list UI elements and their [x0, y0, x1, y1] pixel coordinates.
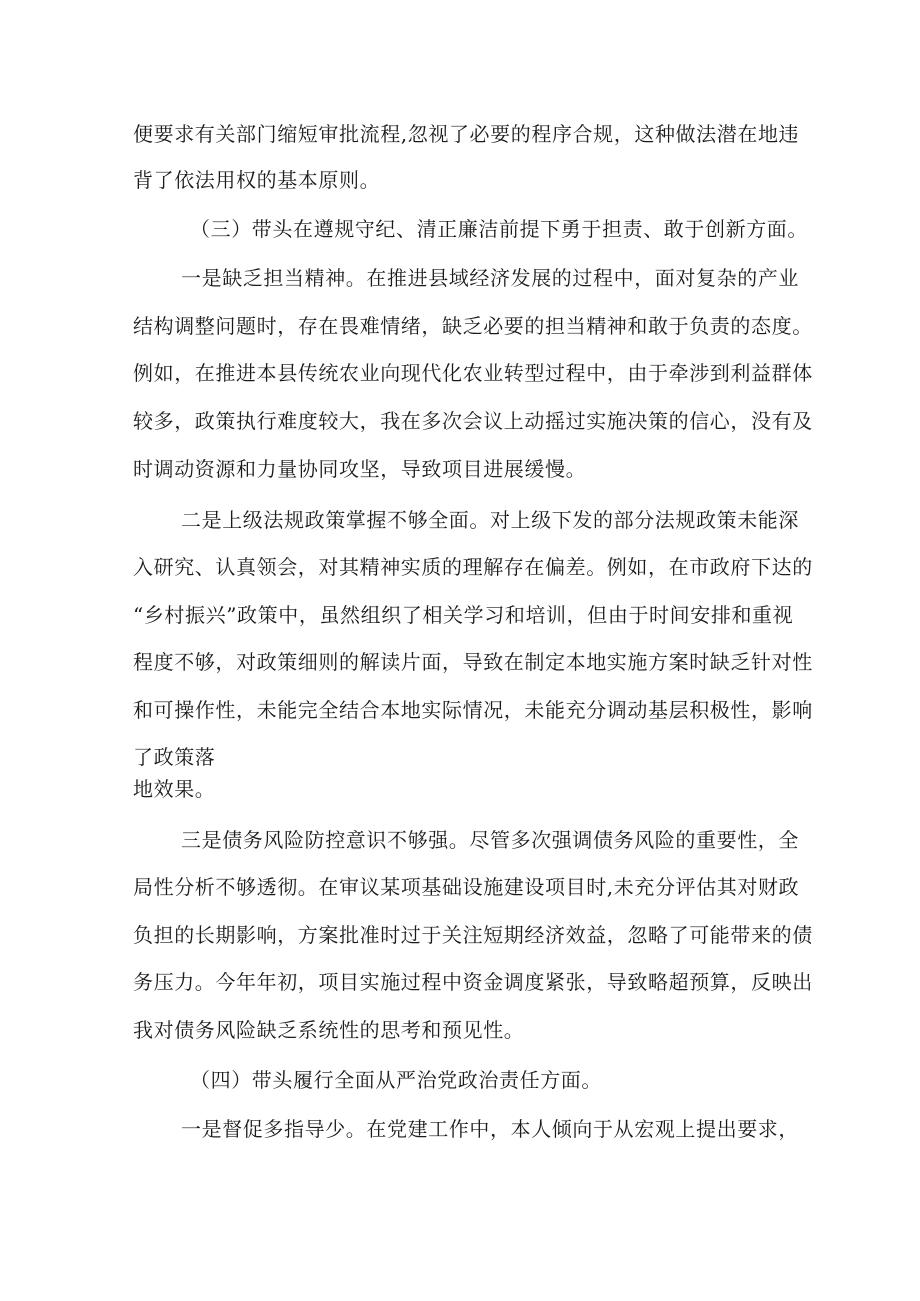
- text-line-20: 我对债务风险缺乏系统性的思考和预见性。: [133, 1018, 525, 1042]
- text-line-8: 时调动资源和力量协同攻坚，导致项目进展缓慢。: [133, 457, 587, 481]
- text-line-7: 较多，政策执行难度较大，我在多次会议上动摇过实施决策的信心，没有及: [133, 409, 813, 433]
- section-heading-3: （三）带头在遵规守纪、清正廉洁前提下勇于担责、敢于创新方面。: [190, 217, 808, 241]
- text-line-6: 例如，在推进本县传统农业向现代化农业转型过程中，由于牵涉到利益群体: [133, 361, 813, 385]
- text-line-17: 局性分析不够透彻。在审议某项基础设施建设项目时,未充分评估其对财政: [133, 875, 800, 899]
- text-line-16: 三是债务风险防控意识不够强。尽管多次强调债务风险的重要性，全: [181, 828, 799, 852]
- section-heading-21: （四）带头履行全面从严治党政治责任方面。: [190, 1068, 602, 1092]
- text-line-9: 二是上级法规政策掌握不够全面。对上级下发的部分法规政策未能深: [181, 508, 799, 532]
- text-line-22: 一是督促多指导少。在党建工作中，本人倾向于从宏观上提出要求，: [181, 1117, 799, 1141]
- text-line-18: 负担的长期影响，方案批准时过于关注短期经济效益，忽略了可能带来的债: [133, 923, 813, 947]
- text-line-12: 程度不够，对政策细则的解读片面，导致在制定本地实施方案时缺乏针对性: [133, 650, 813, 674]
- text-line-4: 一是缺乏担当精神。在推进县域经济发展的过程中，面对复杂的产业: [181, 266, 799, 290]
- text-line-5: 结构调整问题时，存在畏难情绪，缺乏必要的担当精神和敢于负责的态度。: [133, 314, 813, 338]
- text-line-15: 地效果。: [133, 777, 216, 801]
- text-line-2: 背了依法用权的基本原则。: [133, 168, 381, 192]
- text-line-13: 和可操作性，未能完全结合本地实际情况，未能充分调动基层积极性，影响: [133, 698, 813, 722]
- text-line-11: “乡村振兴”政策中，虽然组织了相关学习和培训，但由于时间安排和重视: [133, 603, 794, 627]
- text-line-1: 便要求有关部门缩短审批流程,忽视了必要的程序合规，这种做法潜在地违: [133, 122, 800, 146]
- text-line-19: 务压力。今年年初，项目实施过程中资金调度紧张，导致略超预算，反映出: [133, 970, 813, 994]
- text-line-10: 入研究、认真领会，对其精神实质的理解存在偏差。例如，在市政府下达的: [133, 555, 813, 579]
- text-line-14: 了政策落: [133, 745, 216, 769]
